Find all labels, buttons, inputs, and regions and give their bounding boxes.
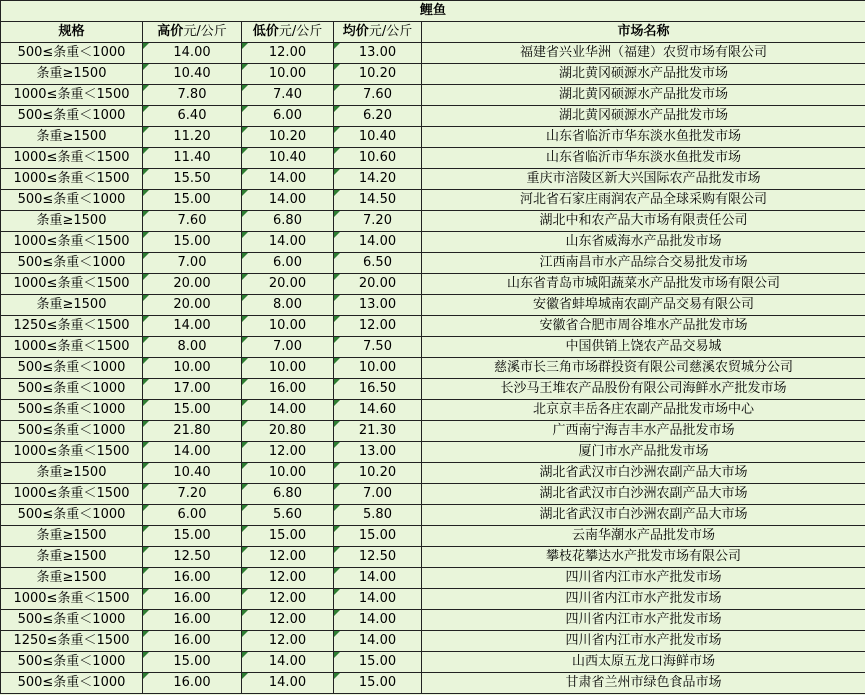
market-name-cell: 湖北黄冈硕源水产品批发市场 <box>422 85 865 106</box>
high-price-cell: 7.20 <box>143 484 242 505</box>
high-price-cell: 20.00 <box>143 295 242 316</box>
avg-price-cell: 7.50 <box>334 337 422 358</box>
table-row <box>1 190 865 211</box>
avg-price-cell: 16.50 <box>334 379 422 400</box>
low-price-cell: 6.00 <box>242 253 334 274</box>
spec-cell: 条重≥1500 <box>1 295 143 316</box>
spec-cell: 条重≥1500 <box>1 547 143 568</box>
high-price-cell: 17.00 <box>143 379 242 400</box>
market-name-cell: 攀枝花攀达水产批发市场有限公司 <box>422 547 865 568</box>
avg-price-cell: 13.00 <box>334 43 422 64</box>
low-price-cell: 10.00 <box>242 316 334 337</box>
high-price-cell: 15.50 <box>143 169 242 190</box>
spec-cell: 1000≤条重＜1500 <box>1 337 143 358</box>
table-row <box>1 400 865 421</box>
avg-price-cell: 7.20 <box>334 211 422 232</box>
high-price-cell: 10.00 <box>143 358 242 379</box>
high-price-cell: 14.00 <box>143 43 242 64</box>
avg-price-cell: 6.50 <box>334 253 422 274</box>
market-name-cell: 云南华潮水产品批发市场 <box>422 526 865 547</box>
high-price-cell: 12.50 <box>143 547 242 568</box>
avg-price-cell: 13.00 <box>334 442 422 463</box>
high-price-cell: 16.00 <box>143 610 242 631</box>
table-row <box>1 148 865 169</box>
market-name-cell: 慈溪市长三角市场群投资有限公司慈溪农贸城分公司 <box>422 358 865 379</box>
high-price-cell: 7.80 <box>143 85 242 106</box>
market-name-cell: 厦门市水产品批发市场 <box>422 442 865 463</box>
spec-cell: 条重≥1500 <box>1 463 143 484</box>
market-name-cell: 安徽省蚌埠城南农副产品交易有限公司 <box>422 295 865 316</box>
header-avg <box>334 22 422 43</box>
high-price-cell: 8.00 <box>143 337 242 358</box>
avg-price-cell: 12.50 <box>334 547 422 568</box>
avg-price-cell: 14.50 <box>334 190 422 211</box>
low-price-cell: 6.00 <box>242 106 334 127</box>
market-name-cell: 中国供销上饶农产品交易城 <box>422 337 865 358</box>
low-price-cell: 14.00 <box>242 232 334 253</box>
spec-cell: 1000≤条重＜1500 <box>1 232 143 253</box>
market-name-cell: 湖北中和农产品大市场有限责任公司 <box>422 211 865 232</box>
low-price-cell: 12.00 <box>242 442 334 463</box>
market-name-cell: 江西南昌市水产品综合交易批发市场 <box>422 253 865 274</box>
table-row <box>1 652 865 673</box>
avg-price-cell: 13.00 <box>334 295 422 316</box>
high-price-cell: 7.60 <box>143 211 242 232</box>
table-row <box>1 610 865 631</box>
high-price-cell: 16.00 <box>143 673 242 694</box>
high-price-cell: 15.00 <box>143 652 242 673</box>
spec-cell: 500≤条重＜1000 <box>1 673 143 694</box>
table-row <box>1 589 865 610</box>
spec-cell: 500≤条重＜1000 <box>1 379 143 400</box>
header-avg-label: 均价 <box>342 24 369 39</box>
avg-price-cell: 7.00 <box>334 484 422 505</box>
high-price-cell: 16.00 <box>143 568 242 589</box>
avg-price-cell: 15.00 <box>334 526 422 547</box>
spec-cell: 条重≥1500 <box>1 64 143 85</box>
table-row <box>1 253 865 274</box>
spec-cell: 500≤条重＜1000 <box>1 652 143 673</box>
high-price-cell: 15.00 <box>143 232 242 253</box>
high-price-cell: 16.00 <box>143 589 242 610</box>
market-name-cell: 山东省临沂市华东淡水鱼批发市场 <box>422 127 865 148</box>
low-price-cell: 6.80 <box>242 211 334 232</box>
high-price-cell: 6.40 <box>143 106 242 127</box>
market-name-cell: 四川省内江市水产批发市场 <box>422 631 865 652</box>
table-row <box>1 547 865 568</box>
spec-cell: 500≤条重＜1000 <box>1 505 143 526</box>
low-price-cell: 20.80 <box>242 421 334 442</box>
low-price-cell: 12.00 <box>242 610 334 631</box>
spec-cell: 500≤条重＜1000 <box>1 43 143 64</box>
high-price-cell: 15.00 <box>143 526 242 547</box>
spec-cell: 500≤条重＜1000 <box>1 253 143 274</box>
high-price-cell: 15.00 <box>143 400 242 421</box>
table-row <box>1 211 865 232</box>
table-row <box>1 85 865 106</box>
avg-price-cell: 6.20 <box>334 106 422 127</box>
avg-price-cell: 10.20 <box>334 64 422 85</box>
spec-cell: 1000≤条重＜1500 <box>1 484 143 505</box>
header-low-label: 低价 <box>252 24 279 39</box>
spec-cell: 1000≤条重＜1500 <box>1 442 143 463</box>
high-price-cell: 14.00 <box>143 442 242 463</box>
avg-price-cell: 15.00 <box>334 673 422 694</box>
high-price-cell: 7.00 <box>143 253 242 274</box>
table-row <box>1 64 865 85</box>
market-name-cell: 重庆市涪陵区新大兴国际农产品批发市场 <box>422 169 865 190</box>
avg-price-cell: 14.00 <box>334 232 422 253</box>
table-row <box>1 484 865 505</box>
high-price-cell: 6.00 <box>143 505 242 526</box>
table-row <box>1 568 865 589</box>
market-name-cell: 山东省青岛市城阳蔬菜水产品批发市场有限公司 <box>422 274 865 295</box>
spec-cell: 500≤条重＜1000 <box>1 421 143 442</box>
low-price-cell: 7.40 <box>242 85 334 106</box>
low-price-cell: 12.00 <box>242 589 334 610</box>
spec-cell: 1250≤条重＜1500 <box>1 631 143 652</box>
avg-price-cell: 14.00 <box>334 589 422 610</box>
spec-cell: 条重≥1500 <box>1 526 143 547</box>
low-price-cell: 16.00 <box>242 379 334 400</box>
low-price-cell: 12.00 <box>242 43 334 64</box>
spec-cell: 1000≤条重＜1500 <box>1 589 143 610</box>
low-price-cell: 15.00 <box>242 526 334 547</box>
low-price-cell: 8.00 <box>242 295 334 316</box>
avg-price-cell: 14.20 <box>334 169 422 190</box>
header-row <box>1 22 865 43</box>
low-price-cell: 14.00 <box>242 169 334 190</box>
header-high <box>143 22 242 43</box>
table-row <box>1 169 865 190</box>
avg-price-cell: 14.00 <box>334 631 422 652</box>
spec-cell: 1250≤条重＜1500 <box>1 316 143 337</box>
table-title-row <box>1 1 865 22</box>
spec-cell: 条重≥1500 <box>1 127 143 148</box>
market-name-cell: 山东省威海水产品批发市场 <box>422 232 865 253</box>
avg-price-cell: 14.00 <box>334 610 422 631</box>
avg-price-cell: 12.00 <box>334 316 422 337</box>
header-spec: 规格 <box>1 22 143 43</box>
high-price-cell: 15.00 <box>143 190 242 211</box>
market-name-cell: 四川省内江市水产批发市场 <box>422 610 865 631</box>
low-price-cell: 14.00 <box>242 190 334 211</box>
market-name-cell: 四川省内江市水产批发市场 <box>422 568 865 589</box>
table-row <box>1 526 865 547</box>
header-high-unit: 元/公斤 <box>183 24 227 39</box>
header-low <box>242 22 334 43</box>
market-name-cell: 湖北省武汉市白沙洲农副产品大市场 <box>422 463 865 484</box>
spec-cell: 500≤条重＜1000 <box>1 358 143 379</box>
avg-price-cell: 14.00 <box>334 568 422 589</box>
low-price-cell: 12.00 <box>242 631 334 652</box>
avg-price-cell: 15.00 <box>334 652 422 673</box>
table-row <box>1 337 865 358</box>
spec-cell: 1000≤条重＜1500 <box>1 85 143 106</box>
table-row <box>1 379 865 400</box>
avg-price-cell: 21.30 <box>334 421 422 442</box>
market-name-cell: 广西南宁海吉丰水产品批发市场 <box>422 421 865 442</box>
market-name-cell: 河北省石家庄雨润农产品全球采购有限公司 <box>422 190 865 211</box>
high-price-cell: 21.80 <box>143 421 242 442</box>
table-row <box>1 43 865 64</box>
spec-cell: 1000≤条重＜1500 <box>1 148 143 169</box>
table-row <box>1 631 865 652</box>
table-row <box>1 442 865 463</box>
avg-price-cell: 10.20 <box>334 463 422 484</box>
avg-price-cell: 20.00 <box>334 274 422 295</box>
market-name-cell: 山东省临沂市华东淡水鱼批发市场 <box>422 148 865 169</box>
table-row <box>1 232 865 253</box>
table-row <box>1 274 865 295</box>
table-row <box>1 463 865 484</box>
table-row <box>1 295 865 316</box>
low-price-cell: 5.60 <box>242 505 334 526</box>
high-price-cell: 20.00 <box>143 274 242 295</box>
low-price-cell: 10.00 <box>242 64 334 85</box>
low-price-cell: 20.00 <box>242 274 334 295</box>
avg-price-cell: 14.60 <box>334 400 422 421</box>
low-price-cell: 10.40 <box>242 148 334 169</box>
market-name-cell: 湖北黄冈硕源水产品批发市场 <box>422 64 865 85</box>
high-price-cell: 11.40 <box>143 148 242 169</box>
header-avg-unit: 元/公斤 <box>368 24 413 39</box>
market-name-cell: 长沙马王堆农产品股份有限公司海鲜水产批发市场 <box>422 379 865 400</box>
high-price-cell: 14.00 <box>143 316 242 337</box>
market-name-cell: 山西太原五龙口海鲜市场 <box>422 652 865 673</box>
spec-cell: 500≤条重＜1000 <box>1 106 143 127</box>
spec-cell: 1000≤条重＜1500 <box>1 169 143 190</box>
table-row <box>1 505 865 526</box>
table-row <box>1 106 865 127</box>
spec-cell: 500≤条重＜1000 <box>1 190 143 211</box>
header-high-label: 高价 <box>157 24 184 39</box>
header-low-unit: 元/公斤 <box>278 24 323 39</box>
market-name-cell: 湖北省武汉市白沙洲农副产品大市场 <box>422 505 865 526</box>
avg-price-cell: 10.60 <box>334 148 422 169</box>
spec-cell: 条重≥1500 <box>1 568 143 589</box>
market-name-cell: 北京京丰岳各庄农副产品批发市场中心 <box>422 400 865 421</box>
table-body <box>1 43 865 694</box>
market-name-cell: 甘肃省兰州市绿色食品市场 <box>422 673 865 694</box>
low-price-cell: 10.00 <box>242 358 334 379</box>
low-price-cell: 14.00 <box>242 400 334 421</box>
table-row <box>1 673 865 694</box>
table-row <box>1 358 865 379</box>
spec-cell: 500≤条重＜1000 <box>1 400 143 421</box>
low-price-cell: 6.80 <box>242 484 334 505</box>
low-price-cell: 14.00 <box>242 652 334 673</box>
low-price-cell: 10.00 <box>242 463 334 484</box>
avg-price-cell: 10.00 <box>334 358 422 379</box>
table-row <box>1 316 865 337</box>
low-price-cell: 12.00 <box>242 547 334 568</box>
table-row <box>1 421 865 442</box>
market-name-cell: 湖北黄冈硕源水产品批发市场 <box>422 106 865 127</box>
low-price-cell: 14.00 <box>242 673 334 694</box>
high-price-cell: 16.00 <box>143 631 242 652</box>
market-name-cell: 四川省内江市水产批发市场 <box>422 589 865 610</box>
market-name-cell: 福建省兴业华洲（福建）农贸市场有限公司 <box>422 43 865 64</box>
spec-cell: 1000≤条重＜1500 <box>1 274 143 295</box>
high-price-cell: 10.40 <box>143 64 242 85</box>
low-price-cell: 10.20 <box>242 127 334 148</box>
spec-cell: 条重≥1500 <box>1 211 143 232</box>
avg-price-cell: 5.80 <box>334 505 422 526</box>
market-name-cell: 安徽省合肥市周谷堆水产品批发市场 <box>422 316 865 337</box>
avg-price-cell: 7.60 <box>334 85 422 106</box>
market-name-cell: 湖北省武汉市白沙洲农副产品大市场 <box>422 484 865 505</box>
high-price-cell: 11.20 <box>143 127 242 148</box>
table-title: 鲤鱼 <box>1 1 865 22</box>
high-price-cell: 10.40 <box>143 463 242 484</box>
spec-cell: 500≤条重＜1000 <box>1 610 143 631</box>
avg-price-cell: 10.40 <box>334 127 422 148</box>
table-row <box>1 127 865 148</box>
low-price-cell: 12.00 <box>242 568 334 589</box>
header-market: 市场名称 <box>422 22 865 43</box>
low-price-cell: 7.00 <box>242 337 334 358</box>
